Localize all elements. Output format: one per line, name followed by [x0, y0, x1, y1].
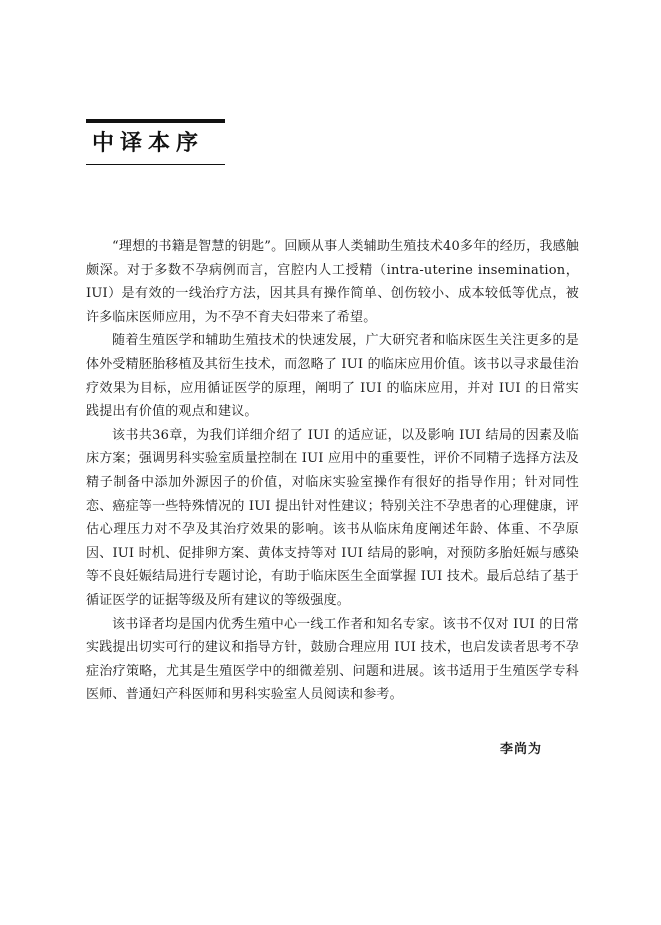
author-signature: 李尚为	[500, 742, 543, 757]
paragraph-4: 该书译者均是国内优秀生殖中心一线工作者和知名专家。该书不仅对 IUI 的日常实践提出切实可行的建议和指导方针，鼓励合理应用 IUI 技术，也启发读者思考不孕症治疗策略，尤其是生殖医学中的细微差别、问题和进展。该书适用于生殖医学专科医师、普通妇产科医师和男科实验室人员阅读和参考。	[86, 616, 579, 703]
paragraph-2: 随着生殖医学和辅助生殖技术的快速发展，广大研究者和临床医生关注更多的是体外受精胚胎移植及其衍生技术，而忽略了 IUI 的临床应用价值。该书以寻求最佳治疗效果为目标，应用循证医学的原理，阐明了 IUI 的临床应用，并对 IUI 的日常实践提出有价值的观点和建议。	[86, 333, 579, 420]
paragraph-3: 该书共36章，为我们详细介绍了 IUI 的适应证，以及影响 IUI 结局的因素及临床方案；强调男科实验室质量控制在 IUI 应用中的重要性，评价不同精子选择方法及精子制备中添加外源因子的价值，对临床实验室操作有很好的指导作用；针对同性恋、癌症等一些特殊情况的 IUI 提出针对性建议；特别关注不孕患者的心理健康，评估心理压力对不孕及其治疗效果的影响。该书从临床角度阐述年龄、体重、不孕原因、IUI 时机、促排卵方案、黄体支持等对 IUI 结局的影响，对预防多胎妊娠与感染等不良妊娠结局进行专题讨论，有助于临床医生全面掌握 IUI 技术。最后总结了基于循证医学的证据等级及所有建议的等级强度。	[86, 427, 579, 608]
paragraph-1: “理想的书籍是智慧的钥匙”。回顾从事人类辅助生殖技术40多年的经历，我感触颇深。对于多数不孕病例而言，宫腔内人工授精（intra-uterine insemination，IUI）是有效的一线治疗方法，因其具有操作简单、创伤较小、成本较低等优点，被许多临床医师应用，为不孕不育夫妇带来了希望。	[86, 239, 579, 325]
page-title: 中译本序	[86, 123, 225, 165]
preface-body	[86, 235, 579, 707]
title-block	[86, 119, 225, 165]
